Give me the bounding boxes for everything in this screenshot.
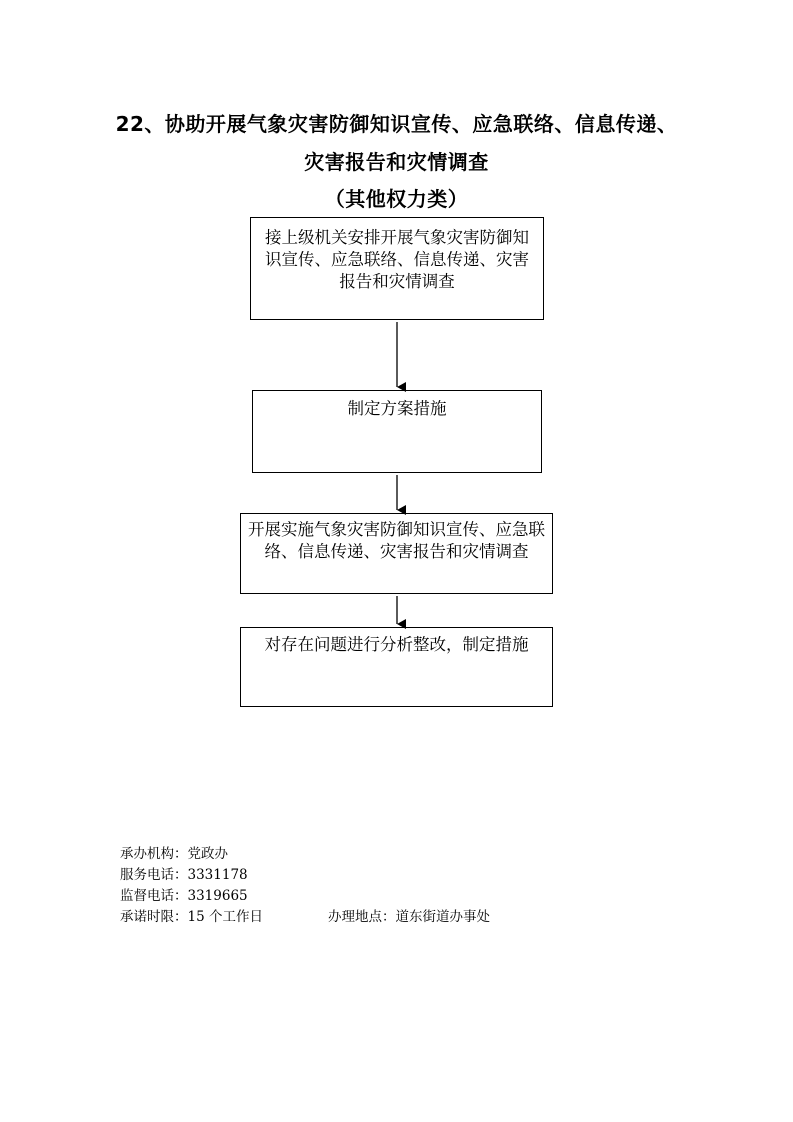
footer-service-phone: 服务电话：3331178 (120, 867, 248, 883)
footer-supervision-phone: 监督电话：3319665 (120, 888, 248, 904)
page-title-line-1: 22、协助开展气象灾害防御知识宣传、应急联络、信息传递、 (115, 112, 678, 136)
page-title-line-2: 灾害报告和灾情调查 (304, 150, 489, 174)
flow-step-4-box: 对存在问题进行分析整改，制定措施 (240, 627, 553, 707)
flow-step-2-box: 制定方案措施 (252, 390, 542, 473)
footer-agency: 承办机构：党政办 (120, 846, 228, 862)
page-subtitle: （其他权力类） (324, 187, 469, 211)
flow-step-1-box: 接上级机关安排开展气象灾害防御知识宣传、应急联络、信息传递、灾害报告和灾情调查 (250, 217, 544, 320)
footer-location: 办理地点：道东街道办事处 (328, 909, 490, 925)
flow-step-3-box: 开展实施气象灾害防御知识宣传、应急联络、信息传递、灾害报告和灾情调查 (240, 513, 553, 594)
footer-time-limit: 承诺时限：15 个工作日 (120, 909, 263, 925)
